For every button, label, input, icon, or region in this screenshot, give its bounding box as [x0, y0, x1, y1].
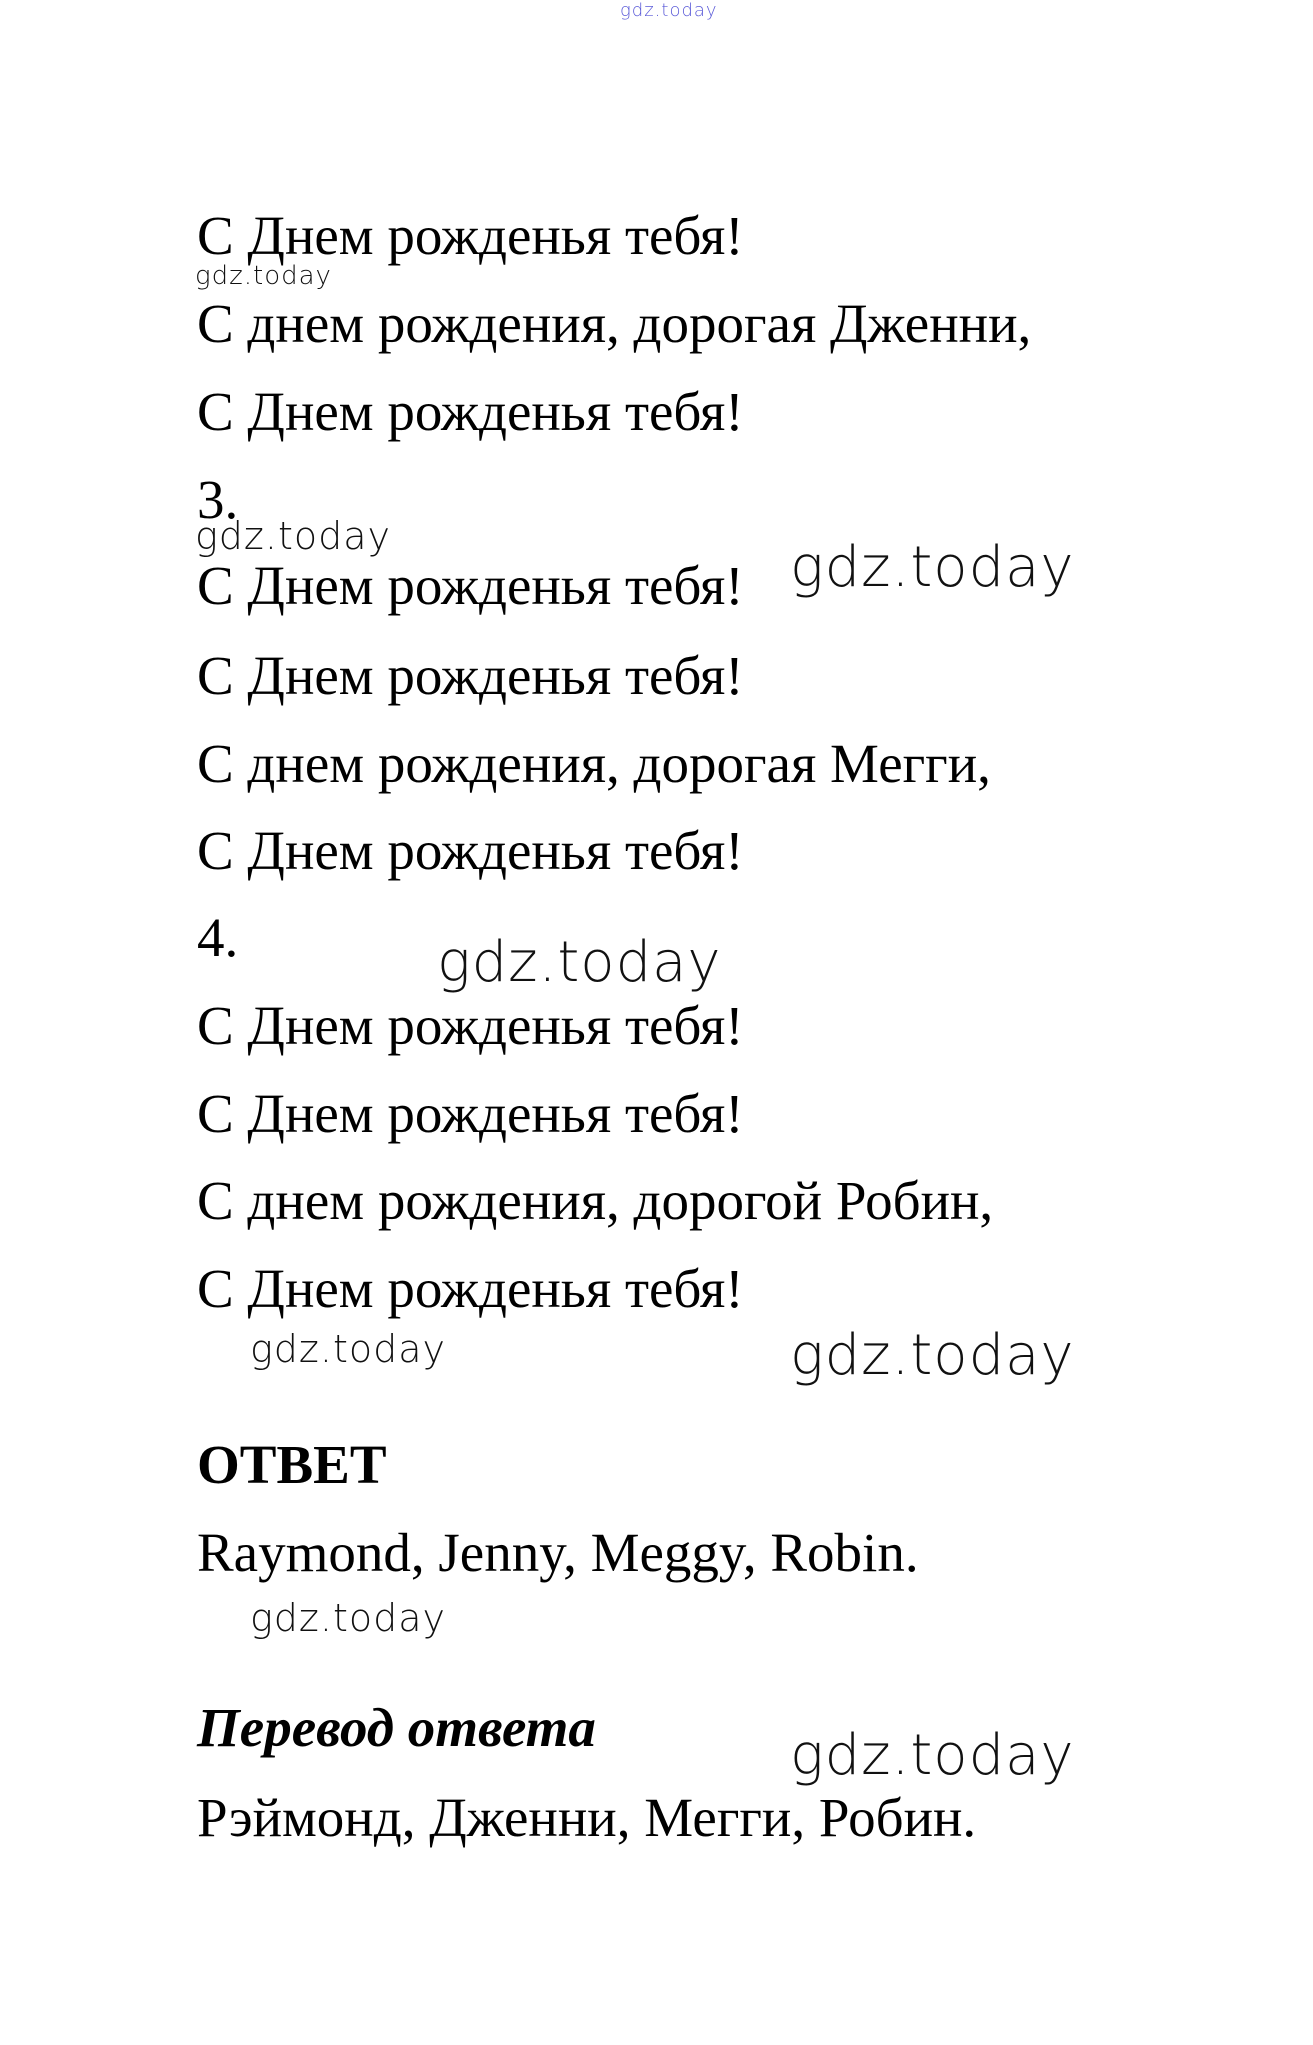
- song-line: С Днем рожденья тебя!: [197, 381, 744, 442]
- watermark: gdz.today: [250, 1596, 446, 1640]
- answer-heading: ОТВЕТ: [197, 1434, 387, 1495]
- watermark: gdz.today: [790, 1723, 1075, 1788]
- watermark: gdz.today: [437, 930, 722, 995]
- watermark: gdz.today: [790, 1323, 1075, 1388]
- verse-number: 4.: [197, 907, 239, 968]
- song-line: С Днем рожденья тебя!: [197, 645, 744, 706]
- watermark: gdz.today: [790, 535, 1075, 600]
- translation-heading: Перевод ответа: [197, 1697, 596, 1758]
- song-line: С Днем рожденья тебя!: [197, 820, 744, 881]
- song-line: С днем рождения, дорогой Робин,: [197, 1170, 994, 1231]
- watermark: gdz.today: [195, 514, 391, 558]
- song-line: С днем рождения, дорогая Дженни,: [197, 293, 1032, 354]
- watermark-top: gdz.today: [620, 0, 718, 21]
- song-line: С Днем рожденья тебя!: [197, 1258, 744, 1319]
- answer-text: Raymond, Jenny, Meggy, Robin.: [197, 1522, 919, 1583]
- translation-text: Рэймонд, Дженни, Мегги, Робин.: [197, 1787, 977, 1848]
- watermark: gdz.today: [250, 1327, 446, 1371]
- song-line: С Днем рожденья тебя!: [197, 555, 744, 616]
- song-line: С Днем рожденья тебя!: [197, 205, 744, 266]
- song-line: С Днем рожденья тебя!: [197, 995, 744, 1056]
- song-line: С Днем рожденья тебя!: [197, 1083, 744, 1144]
- verse-number: 3.: [197, 469, 239, 530]
- watermark: gdz.today: [195, 261, 332, 291]
- song-line: С днем рождения, дорогая Мегги,: [197, 733, 991, 794]
